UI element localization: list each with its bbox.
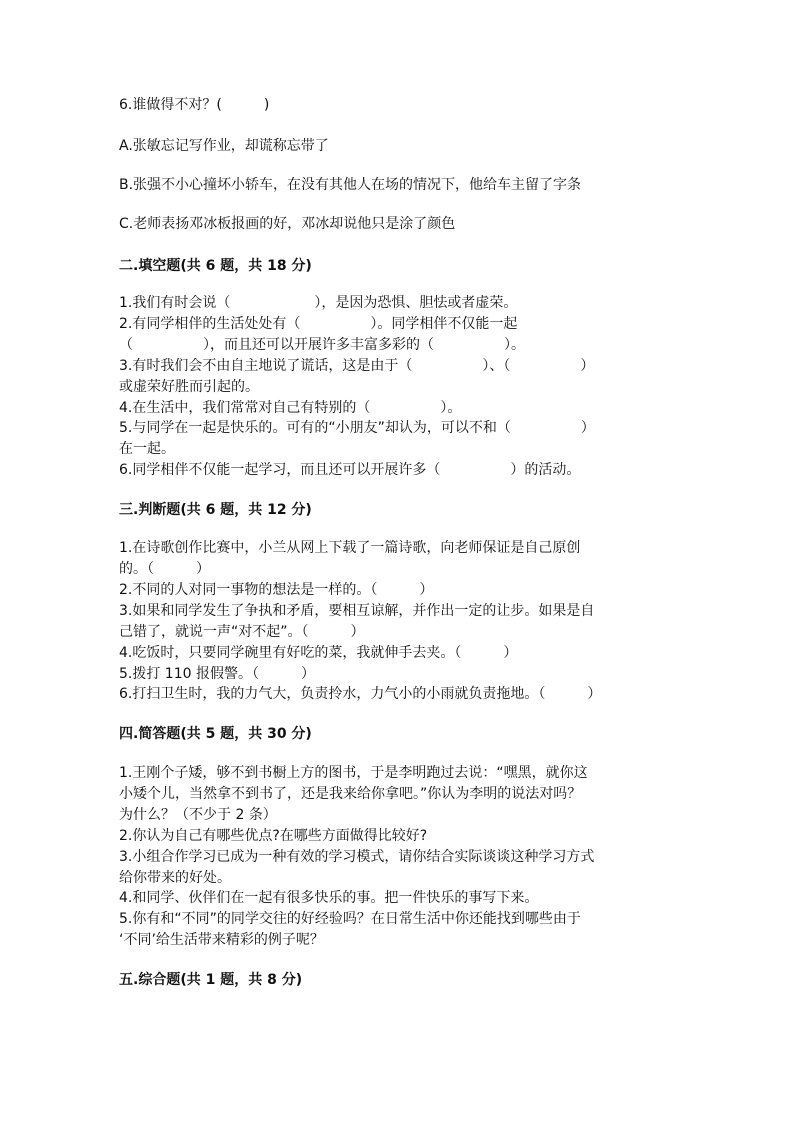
text-line: 3.如果和同学发生了争执和矛盾，要相互谅解，并作出一定的让步。如果是自 [119,603,595,619]
text-line: 2.你认为自己有哪些优点?在哪些方面做得比较好? [119,828,428,844]
text-line: 5.拨打 110 报假警。（ ） [119,666,315,682]
text-line: 给你带来的好处。 [119,870,231,886]
text-line: 2.不同的人对同一事物的想法是一样的。（ ） [119,582,434,598]
text-line: 的。（ ） [119,561,210,577]
text-line: 或虚荣好胜而引起的。 [119,379,259,395]
text-line: 为什么？（不少于 2 条） [119,807,277,823]
text-line: ‘不同’给生活带来精彩的例子呢？ [119,932,324,948]
text-line: 3.有时我们会不由自主地说了谎话，这是由于（ ）、（ ） [119,358,595,374]
text-line: 1.在诗歌创作比赛中，小兰从网上下载了一篇诗歌，向老师保证是自己原创 [119,540,581,556]
section-heading-comprehensive: 五.综合题(共 1 题，共 8 分) [119,972,303,988]
section-heading-fill-in: 二.填空题(共 6 题，共 18 分) [119,258,312,274]
option-c: C.老师表扬邓冰板报画的好，邓冰却说他只是涂了颜色 [119,216,456,232]
text-line: 6.打扫卫生时，我的力气大，负责拎水，力气小的小雨就负责拖地。（ ） [119,686,602,702]
section-heading-true-false: 三.判断题(共 6 题，共 12 分) [119,502,312,518]
text-line: 2.有同学相伴的生活处处有（ ）。同学相伴不仅能一起 [119,316,518,332]
text-line: 6.同学相伴不仅能一起学习，而且还可以开展许多（ ）的活动。 [119,462,581,478]
option-a: A.张敏忘记写作业，却谎称忘带了 [119,138,329,154]
text-line: 己错了，就说一声“对不起”。（ ） [119,624,365,640]
text-line: 5.你有和“不同”的同学交往的好经验吗？在日常生活中你还能找到哪些由于 [119,911,581,927]
text-line: 5.与同学在一起是快乐的。可有的“小朋友”却认为，可以不和（ ） [119,420,595,436]
text-line: 4.吃饭时，只要同学碗里有好吃的菜，我就伸手去夹。（ ） [119,645,518,661]
question-6: 6.谁做得不对？( ) [119,97,270,113]
text-line: 1.王刚个子矮，够不到书橱上方的图书，于是李明跑过去说：“嘿黑，就你这 [119,765,588,781]
text-line: 小矮个儿，当然拿不到书了，还是我来给你拿吧。”你认为李明的说法对吗？ [119,786,582,802]
text-line: （ ），而且还可以开展许多丰富多彩的（ ）。 [119,337,525,353]
text-line: 4.在生活中，我们常常对自己有特别的（ ）。 [119,400,462,416]
option-b: B.张强不小心撞坏小轿车，在没有其他人在场的情况下，他给车主留了字条 [119,177,582,193]
text-line: 3.小组合作学习已成为一种有效的学习模式，请你结合实际谈谈这种学习方式 [119,849,595,865]
text-line: 1.我们有时会说（ ），是因为恐惧、胆怯或者虚荣。 [119,295,518,311]
text-line: 在一起。 [119,441,175,457]
text-line: 4.和同学、伙伴们在一起有很多快乐的事。把一件快乐的事写下来。 [119,890,539,906]
section-heading-short-answer: 四.简答题(共 5 题，共 30 分) [119,726,312,742]
